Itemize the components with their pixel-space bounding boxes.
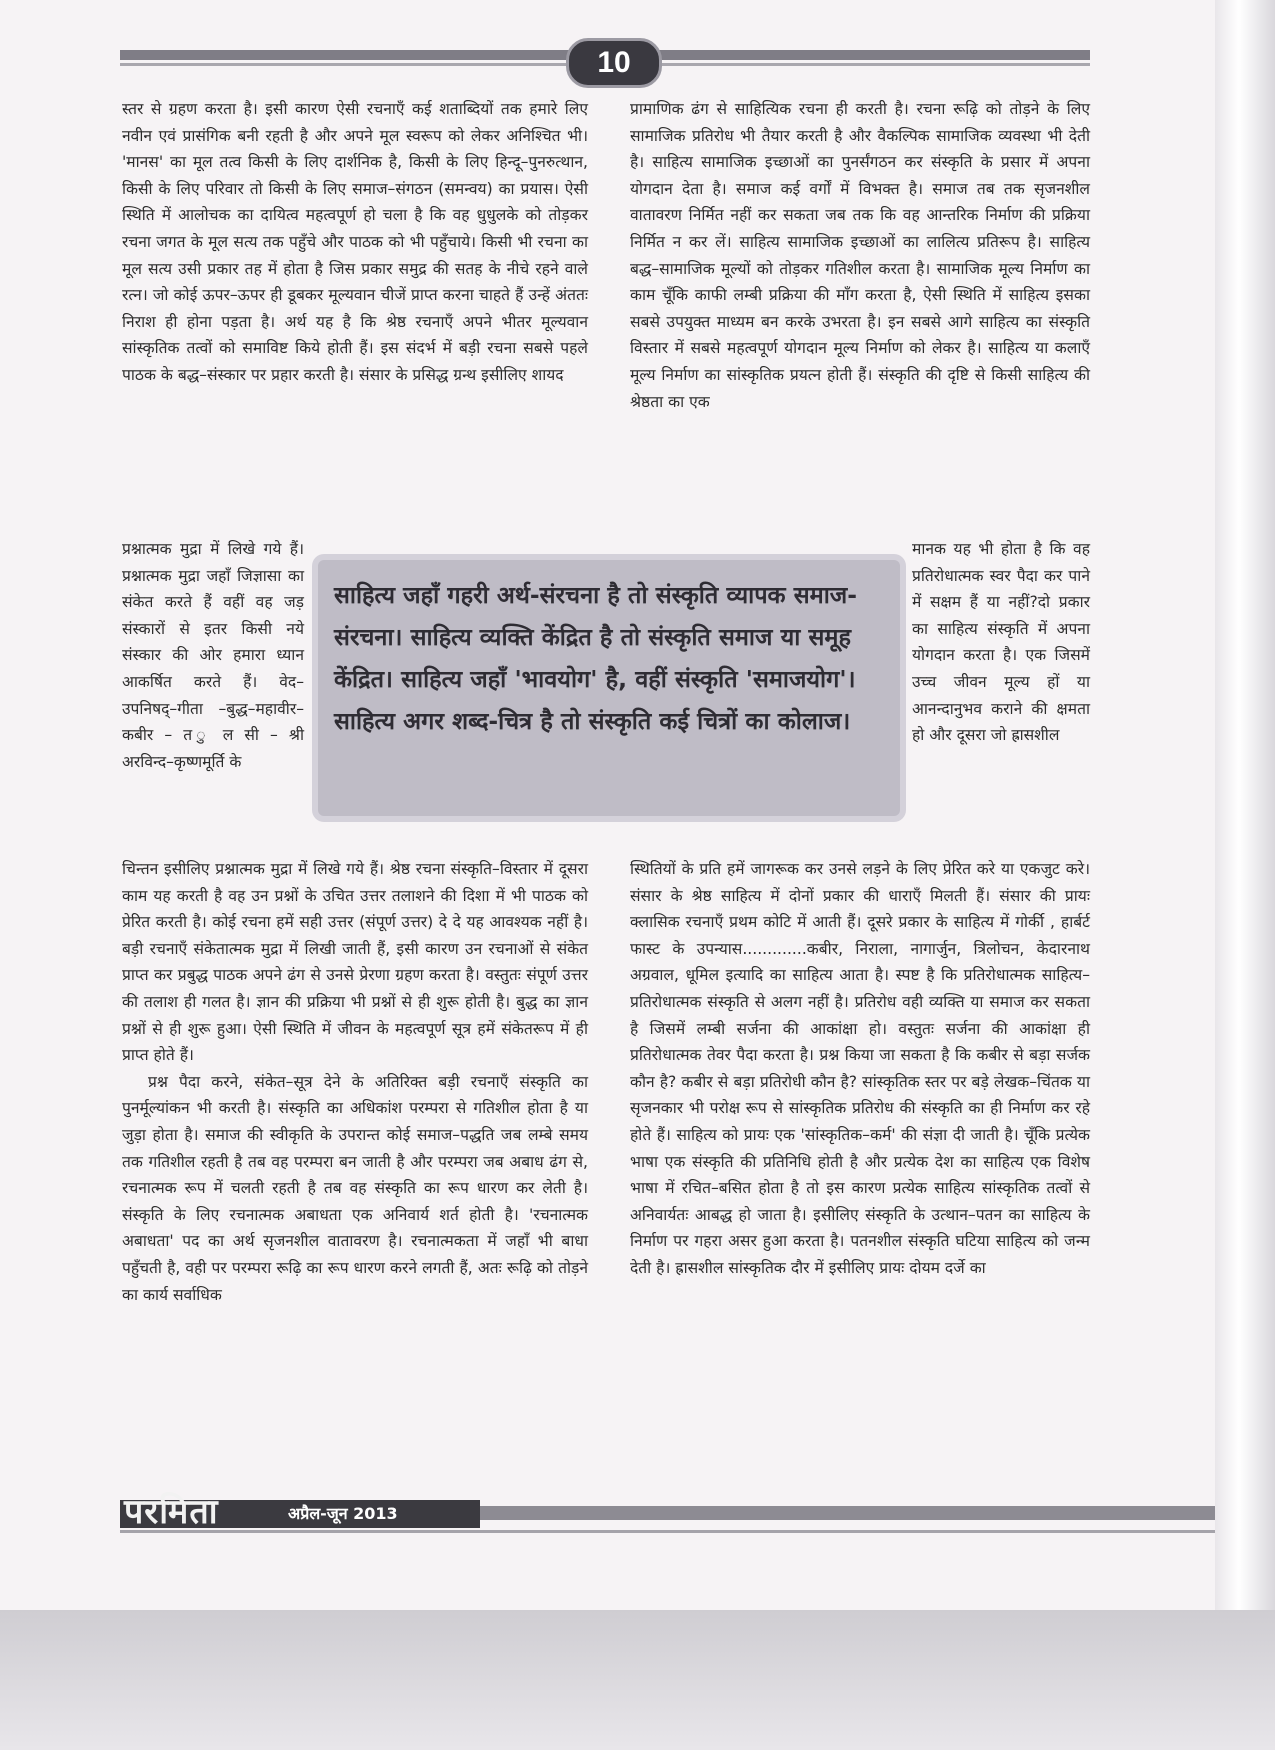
scan-margin bbox=[0, 1610, 1275, 1750]
right-column-narrow bbox=[912, 536, 1090, 749]
paragraph: स्तर से ग्रहण करता है। इसी कारण ऐसी रचनाएँ कई शताब्दियों तक हमारे लिए नवीन एवं प्रासंगिक बनी रहती है और अपने मूल स्वरूप को लेकर अनिश्चित भी। 'मानस' का मूल तत्व किसी के लिए दार्शनिक है, किसी के लिए हिन्दू–पुनरुत्थान, किसी के लिए परिवार तो किसी के लिए समाज–संगठन (समन्वय) का प्रयास। ऐसी स्थिति में आलोचक का दायित्व महत्वपूर्ण हो चला है कि वह धुधुलके को तोड़कर रचना जगत के मूल सत्य तक पहुँचे और पाठक को भी पहुँचाये। किसी भी रचना का मूल सत्य उसी प्रकार तह में होता है जिस प्रकार समुद्र की सतह के नीचे रहने वाले रत्न। जो कोई ऊपर–ऊपर ही डूबकर मूल्यवान चीजें प्राप्त करना चाहते हैं उन्हें अंततः निराश ही होना पड़ता है। अर्थ यह है कि श्रेष्ठ रचनाएँ अपने भीतर मूल्यवान सांस्कृतिक तत्वों को समाविष्ट किये होती हैं। इस संदर्भ में बड़ी रचना सबसे पहले पाठक के बद्ध–संस्कार पर प्रहार करती है। संसार के प्रसिद्ध ग्रन्थ इसीलिए शायद bbox=[122, 100, 588, 384]
issue-date: अप्रैल-जून 2013 bbox=[288, 1504, 398, 1523]
paragraph: प्रश्न पैदा करने, संकेत–सूत्र देने के अतिरिक्त बड़ी रचनाएँ संस्कृति का पुनर्मूल्यांकन भी करती है। संस्कृति का अधिकांश परम्परा से गतिशील होता है या जुड़ा होता है। समाज की स्वीकृति के उपरान्त कोई समाज–पद्धति जब लम्बे समय तक गतिशील रहती है तब वह परम्परा बन जाती है और परम्परा जब अबाध ढंग से, रचनात्मक रूप में चलती रहती है तब वह संस्कृति का रूप धारण कर लेती है। संस्कृति के लिए रचनात्मक अबाधता एक अनिवार्य शर्त होती है। 'रचनात्मक अबाधता' पद का अर्थ सृजनशील वातावरण है। रचनात्मकता में जहाँ भी बाधा पहुँचती है, वही पर परम्परा रूढ़ि का रूप धारण करने लगती हैं, अतः रूढ़ि को तोड़ने का कार्य सर्वाधिक bbox=[122, 1072, 588, 1304]
page-edge bbox=[1215, 0, 1275, 1610]
footer-rule bbox=[480, 1506, 1215, 1520]
paragraph: प्रामाणिक ढंग से साहित्यिक रचना ही करती है। रचना रूढ़ि को तोड़ने के लिए सामाजिक प्रतिरोध भी तैयार करती है और वैकल्पिक सामाजिक व्यवस्था भी देती है। साहित्य सामाजिक इच्छाओं का पुनर्संगठन कर संस्कृति के प्रसार में अपना योगदान देता है। समाज कई वर्गों में विभक्त है। समाज तब तक सृजनशील वातावरण निर्मित नहीं कर सकता जब तक कि वह आन्तरिक निर्माण की प्रक्रिया निर्मित न कर लें। साहित्य सामाजिक इच्छाओं का लालित्य प्रतिरूप है। साहित्य बद्ध–सामाजिक मूल्यों को तोड़कर गतिशील करता है। सामाजिक मूल्य निर्माण का काम चूँकि काफी लम्बी प्रक्रिया की माँग करता है, ऐसी स्थिति में साहित्य इसका सबसे उपयुक्त माध्यम बन करके उभरता है। इन सबसे आगे साहित्य का संस्कृति विस्तार में सबसे महत्वपूर्ण योगदान मूल्य निर्माण को लेकर है। साहित्य या कलाएँ मूल्य निर्माण का सांस्कृतिक प्रयत्न होती हैं। संस्कृति की दृष्टि से किसी साहित्य की श्रेष्ठता का एक bbox=[630, 100, 1090, 411]
left-column-narrow bbox=[122, 536, 304, 775]
magazine-logo: परमिता bbox=[124, 1492, 219, 1532]
paragraph: चिन्तन इसीलिए प्रश्नात्मक मुद्रा में लिखे गये हैं। श्रेष्ठ रचना संस्कृति–विस्तार में दूसरा काम यह करती है वह उन प्रश्नों के उचित उत्तर तलाशने की दिशा में भी पाठक को प्रेरित करती है। कोई रचना हमें सही उत्तर (संपूर्ण उत्तर) दे दे यह आवश्यक नहीं है। बड़ी रचनाएँ संकेतात्मक मुद्रा में लिखी जाती हैं, इसी कारण उन रचनाओं से संकेत प्राप्त कर प्रबुद्ध पाठक अपने ढंग से उनसे प्रेरणा ग्रहण करता है। वस्तुतः संपूर्ण उत्तर की तलाश ही गलत है। ज्ञान की प्रक्रिया भी प्रश्नों से ही शुरू होती है। बुद्ध का ज्ञान प्रश्नों से ही शुरू हुआ। ऐसी स्थिति में जीवन के महत्वपूर्ण सूत्र हमें संकेतरूप में ही प्राप्त होते हैं। bbox=[122, 860, 588, 1065]
right-column-bottom bbox=[630, 856, 1090, 1282]
footer-rule-thin bbox=[120, 1530, 1215, 1533]
paragraph: मानक यह भी होता है कि वह प्रतिरोधात्मक स्वर पैदा कर पाने में सक्षम हैं या नहीं?दो प्रकार का साहित्य संस्कृति में अपना योगदान करता है। एक जिसमें उच्च जीवन मूल्य हों या आनन्दानुभव कराने की क्षमता हो और दूसरा जो ह्रासशील bbox=[912, 540, 1090, 745]
page-number: 10 bbox=[566, 38, 662, 88]
paragraph: स्थितियों के प्रति हमें जागरूक कर उनसे लड़ने के लिए प्रेरित करे या एकजुट करे। संसार के श्रेष्ठ साहित्य में दोनों प्रकार की धाराएँ मिलती हैं। संसार की प्रायः क्लासिक रचनाएँ प्रथम कोटि में आती हैं। दूसरे प्रकार के साहित्य में गोर्की , हार्बर्ट फास्ट के उपन्यास.............कबीर, निराला, नागार्जुन, त्रिलोचन, केदारनाथ अग्रवाल, धूमिल इत्यादि का साहित्य आता है। स्पष्ट है कि प्रतिरोधात्मक साहित्य–प्रतिरोधात्मक संस्कृति से अलग नहीं है। प्रतिरोध वही व्यक्ति या समाज कर सकता है जिसमें लम्बी सर्जना की आकांक्षा हो। वस्तुतः सर्जना की आकांक्षा ही प्रतिरोधात्मक तेवर पैदा करता है। प्रश्न किया जा सकता है कि कबीर से बड़ा सर्जक कौन है? कबीर से बड़ा प्रतिरोधी कौन है? सांस्कृतिक स्तर पर बड़े लेखक–चिंतक या सृजनकार भी परोक्ष रूप से सांस्कृतिक प्रतिरोध की संस्कृति का ही निर्माण कर रहे होते हैं। साहित्य को प्रायः एक 'सांस्कृतिक–कर्म' की संज्ञा दी जाती है। चूँकि प्रत्येक भाषा एक संस्कृति की प्रतिनिधि होती है और प्रत्येक देश का साहित्य एक विशेष भाषा में रचित–बसित होता है तो इस कारण प्रत्येक साहित्य सांस्कृतिक तत्वों से अनिवार्यतः आबद्ध हो जाता है। इसीलिए संस्कृति के उत्थान–पतन का साहित्य के निर्माण पर गहरा असर हुआ करता है। पतनशील संस्कृति घटिया साहित्य को जन्म देती है। ह्रासशील सांस्कृतिक दौर में इसीलिए प्रायः दोयम दर्जे का bbox=[630, 860, 1090, 1277]
right-column-top bbox=[630, 96, 1090, 415]
paragraph: प्रश्नात्मक मुद्रा में लिखे गये हैं। प्रश्नात्मक मुद्रा जहाँ जिज्ञासा का संकेत करते हैं वहीं वह जड़ संस्कारों से इतर किसी नये संस्कार की ओर हमारा ध्यान आकर्षित करते हैं। वेद–उपनिषद्–गीता –बुद्ध–महावीर–कबीर – त ु ल सी – श्री अरविन्द–कृष्णमूर्ति के bbox=[122, 540, 304, 771]
left-column-bottom bbox=[122, 856, 588, 1308]
pull-quote: साहित्य जहाँ गहरी अर्थ-संरचना है तो संस्कृति व्यापक समाज-संरचना। साहित्य व्यक्ति केंद्रित है तो संस्कृति समाज या समूह केंद्रित। साहित्य जहाँ 'भावयोग' है, वहीं संस्कृति 'समाजयोग'। साहित्य अगर शब्द-चित्र है तो संस्कृति कई चित्रों का कोलाज। bbox=[318, 560, 900, 816]
left-column-top bbox=[122, 96, 588, 389]
